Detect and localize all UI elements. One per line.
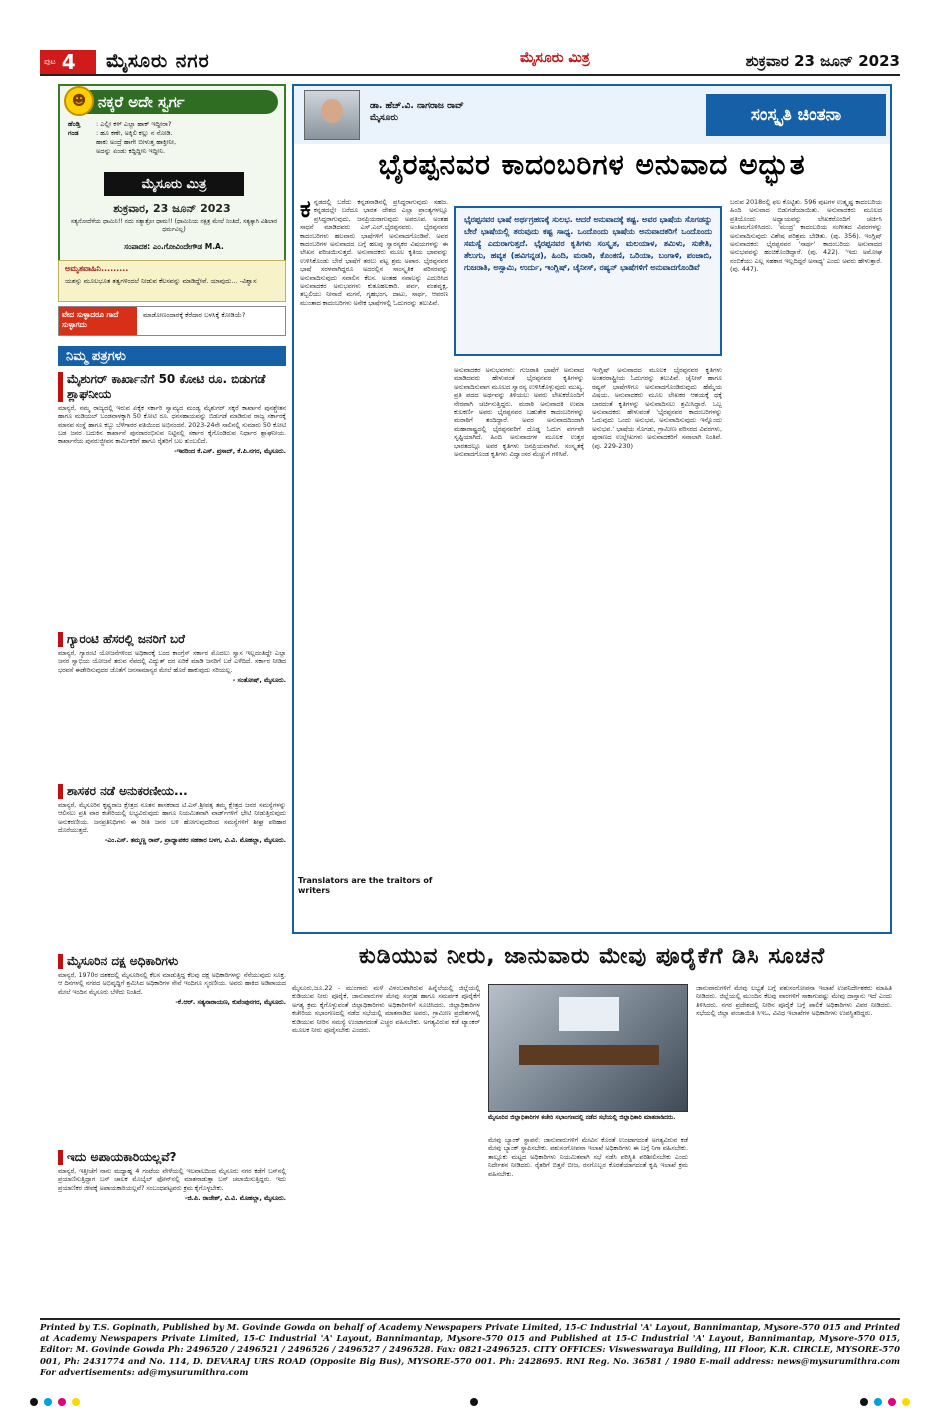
letter-item (58, 632, 286, 685)
masthead (40, 48, 900, 76)
brand-logo: ಮೈಸೂರು ಮಿತ್ರ (520, 50, 590, 66)
letter-item (58, 372, 286, 456)
page-number: 4 (61, 50, 76, 74)
amrutha-vahini-box (58, 260, 286, 302)
joke-speaker: ಹೆಂಡ್ತಿ (68, 120, 81, 128)
amrutha-text: ಯಶಸ್ಸು ಮೂಲಭೂತ ತತ್ವಗಳಿಂದಲೆ ನೀಡುವ ಕೆಲಸವನ್ನು ಮಾಡಿದ್ದೇವೆ. ಯಾವುದು... -ವಿಶ್ವಾಸ (65, 277, 257, 285)
proverb-label: ವೇದ ಸುಳ್ಳಾದರೂ ಗಾದೆ ಸುಳ್ಳಾಗದು (59, 307, 137, 335)
registration-dot-icon (902, 1398, 910, 1406)
registration-marks (0, 1398, 945, 1412)
letter-body: ಮಾನ್ಯರೆ, ನಮ್ಮ ರಾಜ್ಯದಲ್ಲಿ ಇರುವ ಏಕೈಕ ಸರ್ಕಾರಿ ಸ್ವಾಮ್ಯದ ಮಂಡ್ಯ ಮೈಶುಗರ್ ಸಕ್ಕರೆ ಕಾರ್ಖಾನೆ ಪುನಶ್ಚೇತನ ಹಾಗೂ ಮಡಿಯಲ್ ಬಂಡವಾಳಕ್ಕಾಗಿ 50 ಕೋಟಿ ರೂ. ಧನಸಹಾಯವನ್ನು ಬಿಡುಗಡೆ ಮಾಡಿರುವ ರಾಜ್ಯ ಸರ್ಕಾರಕ್ಕೆ ಮಾನವ ಸಂಸ್ಥೆ ಹಾಗೂ ಕಬ್ಬು ಬೆಳೆಗಾರರ ವತಿಯಿಂದ ಅಭಿನಂದನೆ. 2023-24ನೇ ಸಾಲಿನಲ್ಲಿ ಸುಮಾರು 50 ಕೋಟಿ ಬಡ ಜನರ ಬದುಕಿನ ಕಾರ್ಖಾನೆ ಪುನರಾರಂಭಿಸುವ ನಿಟ್ಟಿನಲ್ಲಿ ಸರ್ಕಾರ ಕೈಗೊಂಡಿರುವ ನಿರ್ಧಾರ ಶ್ಲಾಘನೀಯ. ಕಾರ್ಖಾನೆಯ ಪುನರುಜ್ಜೀವನ ಕಾರ್ಮಿಕರಿಗೆ ಹಾಗೂ ರೈತರಿಗೆ ಬಲ ತುಂಬಲಿದೆ. (58, 405, 286, 446)
feature-headline: ಭೈರಪ್ಪನವರ ಕಾದಂಬರಿಗಳ ಅನುವಾದ ಅದ್ಭುತ (378, 148, 806, 181)
joke-text: : ಹೂ ಕಣೇ, ಅಕ್ಕಿಲಿ ಕಲ್ಲು ನ ನೋಡಿ. (96, 129, 173, 137)
laughing-face-icon: ☻ (64, 86, 94, 116)
letter-body: ಮಾನ್ಯರೆ, ಮೈಸೂರಿನ ಕೃಷ್ಣರಾಜ ಕ್ಷೇತ್ರದ ನೂತನ ಶಾಸಕರಾದ ಟಿ.ಎಸ್.ಶ್ರೀವತ್ಸ ತಮ್ಮ ಕ್ಷೇತ್ರದ ಜನರ ಸಮಸ್ಯೆಗಳನ್ನು ಆಲಿಸಲು ಪ್ರತಿ ವಾರ ಕಚೇರಿಯಲ್ಲಿ ಲಭ್ಯವಿರುವುದು ಹಾಗೂ ನಿಯಮಿತವಾಗಿ ವಾರ್ಡ್‌ಗಳಿಗೆ ಭೇಟಿ ನೀಡುತ್ತಿರುವುದು ಅನುಕರಣೀಯ. ಜನಪ್ರತಿನಿಧಿಗಳು ಈ ರೀತಿ ಜನರ ಬಳಿ ಹೋಗುವುದರಿಂದ ಸಮಸ್ಯೆಗಳಿಗೆ ಶೀಘ್ರ ಪರಿಹಾರ ದೊರೆಯುತ್ತದೆ. (58, 802, 286, 834)
author-name: ಡಾ. ಹೆಚ್.ವಿ. ನಾಗರಾಜ ರಾವ್ (370, 101, 464, 111)
letters-section-head: ನಿಮ್ಮ ಪತ್ರಗಳು (58, 346, 286, 366)
feature-text: ಬರುವ 2018ರಲ್ಲಿ ಫಲ ಕೊಟ್ಟಿತು. 596 ಪುಟಗಳ ಉತ್ಕೃಷ್ಟ ಕಾದಂಬರಿಯ ಹಿಂದಿ ಅನುವಾದ ಬಿಡುಗಡೆಯಾಯಿತು. ಅನುವಾದಕರು ಮೂಲದ ಪ್ರತಿಯೊಂದು ಅಧ್ಯಾಯವನ್ನು ಲೇಖಕರೊಂದಿಗೆ ಚರ್ಚಿಸಿ ಅಂತಿಮಗೊಳಿಸಿದರು. 'ಮಂದ್ರ' ಕಾದಂಬರಿಯ ಸಂಗೀತದ ವಿವರಗಳನ್ನು ಅನುವಾದಿಸುವುದು ವಿಶೇಷ ಪರಿಶ್ರಮ ಬೇಡಿತು. (ಪು. 356). ಇಂಗ್ಲಿಷ್ ಅನುವಾದಕರು ಭೈರಪ್ಪನವರ 'ಸಾರ್ಥ' ಕಾದಂಬರಿಯ ಅನುವಾದದ ಅನುಭವವನ್ನು ಹಂಚಿಕೊಂಡಿದ್ದಾರೆ. (ಪು. 422). 'ಇದು ಅಮೋಘ ನಂಬಿಕೆಯು ಎಲ್ಲ ಸಹಕಾರ ಇಲ್ಲದಿದ್ದರೆ ಅಸಾಧ್ಯ' ಎಂದು ಅವರು ಹೇಳುತ್ತಾರೆ. (ಪು. 447). (730, 198, 882, 274)
registration-dot-icon (72, 1398, 80, 1406)
registration-dot-icon (860, 1398, 868, 1406)
joke-line (68, 138, 280, 147)
editor-line: ಸಂಪಾದಕ: ಎಂ.ಗೋವಿಂದೇಗೌಡ M.A. (124, 242, 224, 251)
mini-brand-logo: ಮೈಸೂರು ಮಿತ್ರ (104, 172, 244, 196)
author-bar (294, 86, 890, 144)
letter-item (58, 954, 286, 1007)
section-name: ಮೈಸೂರು ನಗರ (106, 50, 210, 72)
feature-column-3 (592, 366, 722, 922)
feature-text: ನ್ನಡದಲ್ಲಿ ಬರೆದು ಕನ್ನಡನಾಡಿನಲ್ಲಿ ಪ್ರಸಿದ್ಧರಾಗುವುದು ಸಹಜ. ಕನ್ನಡದಲ್ಲೇ ಬರೆದೂ ಭಾರತ ದೇಶದ ಎಲ್ಲಾ ಪ್ರಾಂತ್ಯಗಳಲ್ಲೂ ಪ್ರಸಿದ್ಧರಾಗುವುದು, ಜನಪ್ರಿಯರಾಗುವುದು ಅಪರೂಪ. ಅಂತಹ ಸಾಧನೆ ಮಾಡಿದವರು ಎಸ್.ಎಲ್.ಭೈರಪ್ಪನವರು. ಭೈರಪ್ಪನವರ ಕಾದಂಬರಿಗಳು ಹಲವಾರು ಭಾಷೆಗಳಿಗೆ ಅನುವಾದಗೊಂಡಿವೆ. ಅವರ ಕಾದಂಬರಿಗಳ ಅನುವಾದದ ಬಗ್ಗೆ ಹಲವು ಸ್ವಾರಸ್ಯಕರ ವಿಷಯಗಳನ್ನು ಈ ಲೇಖನ ಪರಿಚಯಿಸುತ್ತದೆ. ಅನುವಾದಕರು ಮೂಲ ಕೃತಿಯ ಭಾವವನ್ನು ಉಳಿಸಿಕೊಂಡು ಬೇರೆ ಭಾಷೆಗೆ ತರಲು ಪಟ್ಟ ಶ್ರಮ ಅಪಾರ. ಭೈರಪ್ಪನವರ ಭಾಷೆ ಸರಳವಾಗಿದ್ದರೂ ಅದರಲ್ಲಿನ ಸಾಂಸ್ಕೃತಿಕ ಪರಿಸರವನ್ನು ಅನುವಾದಿಸುವುದು ಸವಾಲಿನ ಕೆಲಸ. ಅಂತಹ ಸವಾಲನ್ನು ಎದುರಿಸಿದ ಅನುವಾದಕರ ಅನುಭವಗಳು ಕುತೂಹಲಕಾರಿ. ಪರ್ವ, ವಂಶವೃಕ್ಷ, ತಬ್ಬಲಿಯು ನೀನಾದೆ ಮಗನೆ, ಗೃಹಭಂಗ, ದಾಟು, ಸಾರ್ಥ, ಆವರಣ ಮುಂತಾದ ಕಾದಂಬರಿಗಳು ಅನೇಕ ಭಾಷೆಗಳಲ್ಲಿ ಓದುಗರನ್ನು ತಲುಪಿವೆ. (300, 198, 448, 307)
issue-date: ಶುಕ್ರವಾರ 23 ಜೂನ್ 2023 (745, 52, 900, 70)
imprint-footer: Printed by T.S. Gopinath, Published by M. Govinde Gowda on behalf of Academy Newspapers Private Limited, 15-C Industrial 'A' Layout, Bannimantap, Mysore-570 015 and Printed at Academy Newspapers Private Limited, 15-C Industrial 'A' Layout, Bannimantap, Mysore-570 015 and Published at 15-C Industrial 'A' Layout, Bannimantap, Mysore-570 015, Editor: M. Govinde Gowda Ph: 2496520 / 2496521 / 2496526 / 2496527 / 2496528. Fax: 0821-2496525. CITY OFFICES: Visweswaraya Building, III Floor, K.R. CIRCLE, MYSORE-570 001, Ph: 2431774 and No. 114, D. DEVARAJ URS ROAD (Opposite Big Bus), MYSORE-570 001. Ph: 2428695. RNI Reg. No. 36581 / 1980 E-mail address: news@mysurumithra.com For advertisements: ad@mysurumithra.com (40, 1318, 900, 1380)
dropcap: ಕ (300, 198, 311, 223)
joke-text: ಹಾಕು ಅಂದ್ರೆ ಹಾಗೇ ಬೀಳುತ್ತ ಹಾಕ್ತೀನೀ, (96, 138, 177, 146)
photo-table (519, 1045, 659, 1065)
news-text: ಮೈಸೂರು,ಜೂ.22 - ಮುಂಗಾರು ಮಳೆ ವಿಳಂಬವಾಗಿರುವ ಹಿನ್ನೆಲೆಯಲ್ಲಿ ಜಿಲ್ಲೆಯಲ್ಲಿ ಕುಡಿಯುವ ನೀರು ಪೂರೈಕೆ, ಜಾನುವಾರುಗಳ ಮೇವು ಸಂಗ್ರಹ ಹಾಗೂ ಸಮರ್ಪಕ ಪೂರೈಕೆಗೆ ಅಗತ್ಯ ಕ್ರಮ ಕೈಗೊಳ್ಳುವಂತೆ ಜಿಲ್ಲಾಧಿಕಾರಿಗಳು ಅಧಿಕಾರಿಗಳಿಗೆ ಸೂಚಿಸಿದರು. ಜಿಲ್ಲಾಧಿಕಾರಿಗಳ ಕಚೇರಿಯ ಸಭಾಂಗಣದಲ್ಲಿ ನಡೆದ ಸಭೆಯಲ್ಲಿ ಮಾತನಾಡಿದ ಅವರು, ಗ್ರಾಮೀಣ ಪ್ರದೇಶಗಳಲ್ಲಿ ಕುಡಿಯುವ ನೀರಿನ ಸಮಸ್ಯೆ ಉಂಟಾಗದಂತೆ ಎಚ್ಚರ ವಹಿಸಬೇಕು. ಅಗತ್ಯವಿರುವ ಕಡೆ ಟ್ಯಾಂಕರ್ ಮೂಲಕ ನೀರು ಪೂರೈಸಬೇಕು ಎಂದರು. (292, 984, 480, 1035)
news-column-3 (696, 984, 892, 1310)
meeting-photo (488, 984, 688, 1112)
feature-column-1 (300, 198, 448, 868)
letter-title: ಮೈಶುಗರ್ ಕಾರ್ಖಾನೆಗೆ 50 ಕೋಟಿ ರೂ. ಬಿಡುಗಡೆ ಶ್ಲಾಘನೀಯ (58, 372, 286, 402)
joke-line (68, 129, 280, 138)
letter-signature: -ಇವರಿಂದ ಕೆ.ಎಸ್. ಪ್ರಸಾದ್, ಕೆ.ಪಿ.ನಗರ, ಮೈಸೂರು. (174, 448, 286, 456)
news-headline: ಕುಡಿಯುವ ನೀರು, ಜಾನುವಾರು ಮೇವು ಪೂರೈಕೆಗೆ ಡಿಸಿ ಸೂಚನೆ (358, 944, 826, 969)
page-label: ಪುಟ (44, 57, 56, 66)
letter-signature: -ಜಿ.ಪಿ. ರಾಜೇಶ್, ವಿ.ವಿ. ಮೊಹಲ್ಲಾ, ಮೈಸೂರು. (184, 1194, 286, 1202)
joke-title-bar (68, 90, 278, 114)
registration-dot-icon (44, 1398, 52, 1406)
feature-text: ಅನುವಾದಕರ ಅನುಭವಗಳು: ಗುಜರಾತಿ ಭಾಷೆಗೆ ಅನುವಾದ ಮಾಡಿದವರು ಹೇಳುವಂತೆ ಭೈರಪ್ಪನವರ ಕೃತಿಗಳನ್ನು ಅನುವಾದಿಸುವಾಗ ಮೂಲದ ಸ್ವಾರಸ್ಯ ಉಳಿಸಿಕೊಳ್ಳುವುದು ಮುಖ್ಯ. ಪ್ರತಿ ಪದದ ಅರ್ಥವನ್ನು ತಿಳಿಯಲು ಅವರು ಲೇಖಕರೊಂದಿಗೆ ನೇರವಾಗಿ ಚರ್ಚಿಸುತ್ತಿದ್ದರು. ಮರಾಠಿ ಅನುವಾದಕಿ ಉಮಾ ಕುಲಕರ್ಣಿ ಅವರು ಭೈರಪ್ಪನವರ ಬಹುತೇಕ ಕಾದಂಬರಿಗಳನ್ನು ಮರಾಠಿಗೆ ತಂದಿದ್ದಾರೆ. ಅವರ ಅನುವಾದದಿಂದಾಗಿ ಮಹಾರಾಷ್ಟ್ರದಲ್ಲಿ ಭೈರಪ್ಪನವರಿಗೆ ದೊಡ್ಡ ಓದುಗ ವರ್ಗವೇ ಸೃಷ್ಟಿಯಾಗಿದೆ. ಹಿಂದಿ ಅನುವಾದಗಳ ಮೂಲಕ ಉತ್ತರ ಭಾರತದಲ್ಲೂ ಅವರ ಕೃತಿಗಳು ಜನಪ್ರಿಯವಾಗಿವೆ. ಸಂಸ್ಕೃತಕ್ಕೆ ಅನುವಾದಗೊಂಡ ಕೃತಿಗಳು ವಿದ್ವಾಂಸರ ಮೆಚ್ಚುಗೆ ಗಳಿಸಿವೆ. (454, 366, 584, 459)
joke-title: ನಕ್ಕರೆ ಅದೇ ಸ್ವರ್ಗ (98, 93, 185, 111)
joke-speaker: ಗಂಡ (68, 129, 79, 137)
joke-text: : ಎಲ್ಲೀ ಕಳ್ ಎಲ್ಲಾ ಹಾಕ್ ಇದ್ದೀರಾ? (96, 120, 172, 128)
author-place: ಮೈಸೂರು (370, 113, 398, 123)
main-area (292, 84, 892, 1314)
feature-column-4 (730, 198, 882, 922)
news-column-2 (488, 1136, 688, 1310)
pull-quote-box: ಭೈರಪ್ಪನವರ ಭಾಷೆ ಅರ್ಥಗ್ರಹಣಕ್ಕೆ ಸುಲಭ. ಆದರೆ ಅನುವಾದಕ್ಕೆ ಕಷ್ಟ. ಅವರ ಭಾಷೆಯ ಸೊಗಡನ್ನು ಬೇರೆ ಭಾಷೆಯಲ್ಲಿ ತರುವುದು ಕಷ್ಟ ಸಾಧ್ಯ. ಒಂದೊಂದು ಭಾಷೆಯ ಅನುವಾದಕರಿಗೆ ಒಂದೊಂದು ಸಮಸ್ಯೆ ಎದುರಾಗುತ್ತದೆ. ಭೈರಪ್ಪನವರ ಕೃತಿಗಳು ಸಂಸ್ಕೃತ, ಮಲಯಾಳ, ತಮಿಳು, ಸುಕೇತಿ, ತೆಲುಗು, ಹವ್ಯಕ (ಹವಿಗನ್ನಡ), ಹಿಂದಿ, ಮರಾಠಿ, ಕೊಂಕಣಿ, ಒರಿಯಾ, ಬಂಗಾಳಿ, ಪಂಜಾಬಿ, ಗುಜರಾತಿ, ಅಸ್ಸಾಮಿ, ಉರ್ದು, ಇಂಗ್ಲಿಷ್, ಚೈನೀಸ್, ರಷ್ಯನ್ ಭಾಷೆಗಳಿಗೆ ಅನುವಾದಗೊಂಡಿವೆ (454, 206, 722, 356)
letter-body: ಮಾನ್ಯರೆ, 1970ರ ದಶಕದಲ್ಲಿ ಮೈಸೂರಿನಲ್ಲಿ ಕೆಲಸ ಮಾಡುತ್ತಿದ್ದ ಕೆಲವು ದಕ್ಷ ಅಧಿಕಾರಿಗಳನ್ನು ನೆನೆಯುವುದು ಸೂಕ್ತ. ಆ ದಿನಗಳಲ್ಲಿ ನಗರದ ಅಭಿವೃದ್ಧಿಗೆ ಶ್ರಮಿಸಿದ ಅಧಿಕಾರಿಗಳ ಸೇವೆ ಇಂದಿಗೂ ಸ್ಮರಣೀಯ. ಅವರು ಹಾಕಿದ ಅಡಿಪಾಯದ ಮೇಲೆ ಇಂದಿನ ಮೈಸೂರು ಬೆಳೆದು ನಿಂತಿದೆ. (58, 972, 286, 996)
amrutha-title: ಅಮೃತವಾಹಿನಿ......... (65, 264, 129, 273)
letter-signature: -ಕೆ.ಆರ್. ಸತ್ಯನಾರಾಯಣ, ಕುವೆಂಪುನಗರ, ಮೈಸೂರು. (175, 998, 286, 1006)
joke-line (68, 120, 280, 129)
joke-text: ಅದನ್ನು ಏಂಡು ಕದ್ದಿದ್ದೀನಿ ಇದ್ದೀನಿ. (96, 147, 166, 155)
proverb-box (58, 306, 286, 336)
news-text: ಜಾನುವಾರುಗಳಿಗೆ ಮೇವು ಲಭ್ಯತೆ ಬಗ್ಗೆ ಪಶುಸಂಗೋಪನಾ ಇಲಾಖೆ ಉಪನಿರ್ದೇಶಕರು ಮಾಹಿತಿ ನೀಡಿದರು. ಜಿಲ್ಲೆಯಲ್ಲಿ ಮುಂದಿನ ಕೆಲವು ವಾರಗಳಿಗೆ ಸಾಕಾಗುವಷ್ಟು ಮೇವು ದಾಸ್ತಾನು ಇದೆ ಎಂದು ತಿಳಿಸಿದರು. ನಗರ ಪ್ರದೇಶದಲ್ಲಿ ನೀರಿನ ಪೂರೈಕೆ ಬಗ್ಗೆ ಪಾಲಿಕೆ ಅಧಿಕಾರಿಗಳು ವಿವರ ನೀಡಿದರು. ಸಭೆಯಲ್ಲಿ ಜಿಲ್ಲಾ ಪಂಚಾಯಿತಿ ಸಿಇಒ, ವಿವಿಧ ಇಲಾಖೆಗಳ ಅಧಿಕಾರಿಗಳು ಉಪಸ್ಥಿತರಿದ್ದರು. (696, 984, 892, 1018)
letter-signature: -ಎಂ.ಎಸ್. ತಮ್ಮಣ್ಣ ರಾವ್, ಪ್ರಾಧ್ಯಾಪಕರ ಸಹಕಾರ ಬಳಗ, ವಿ.ವಿ. ಮೊಹಲ್ಲಾ, ಮೈಸೂರು. (104, 837, 286, 845)
news-text: ಮೇವು ಬ್ಯಾಂಕ್ ಸ್ಥಾಪನೆ: ಜಾನುವಾರುಗಳಿಗೆ ಮೇವಿನ ಕೊರತೆ ಉಂಟಾಗದಂತೆ ಅಗತ್ಯವಿರುವ ಕಡೆ ಮೇವು ಬ್ಯಾಂಕ್ ಸ್ಥಾಪಿಸಬೇಕು. ಪಶುಸಂಗೋಪನಾ ಇಲಾಖೆ ಅಧಿಕಾರಿಗಳು ಈ ಬಗ್ಗೆ ನಿಗಾ ವಹಿಸಬೇಕು. ತಾಲ್ಲೂಕು ಮಟ್ಟದ ಅಧಿಕಾರಿಗಳು ನಿಯಮಿತವಾಗಿ ಸಭೆ ನಡೆಸಿ ಪರಿಸ್ಥಿತಿ ಪರಿಶೀಲಿಸಬೇಕು ಎಂದು ನಿರ್ದೇಶನ ನೀಡಿದರು. ರೈತರಿಗೆ ಬಿತ್ತನೆ ಬೀಜ, ರಸಗೊಬ್ಬರ ಕೊರತೆಯಾಗದಂತೆ ಕೃಷಿ ಇಲಾಖೆ ಕ್ರಮ ವಹಿಸಬೇಕು. (488, 1136, 688, 1178)
letter-item (58, 784, 286, 845)
letter-body: ಮಾನ್ಯರೆ, ಇತ್ತೀಚೆಗೆ ನಾನು ಮಧ್ಯಾಹ್ನ 4 ಗಂಟೆಯ ವೇಳೆಯಲ್ಲಿ ಇಲವಾಲದಿಂದ ಮೈಸೂರು ನಗರ ಕಡೆಗೆ ಬಸ್‌ನಲ್ಲಿ ಪ್ರಯಾಣಿಸುತ್ತಿದ್ದಾಗ ಬಸ್ ಚಾಲಕ ಮೊಬೈಲ್ ಫೋನ್‌ನಲ್ಲಿ ಮಾತನಾಡುತ್ತಾ ಬಸ್ ಚಲಾಯಿಸುತ್ತಿದ್ದರು. ಇದು ಪ್ರಯಾಣಿಕರ ಜೀವಕ್ಕೆ ಅಪಾಯಕಾರಿಯಲ್ಲವೆ? ಸಂಬಂಧಪಟ್ಟವರು ಕ್ರಮ ಕೈಗೊಳ್ಳಬೇಕು. (58, 1168, 286, 1192)
letter-title: ಇದು ಅಪಾಯಕಾರಿಯಲ್ಲವೆ? (58, 1150, 286, 1165)
author-byline (370, 100, 464, 124)
page-number-badge (40, 50, 96, 74)
letter-title: ಮೈಸೂರಿನ ದಕ್ಷ ಅಧಿಕಾರಿಗಳು (58, 954, 286, 969)
news-column-1 (292, 984, 480, 1310)
photo-caption: ಮೈಸೂರಿನ ಜಿಲ್ಲಾಧಿಕಾರಿಗಳ ಕಚೇರಿ ಸಭಾಂಗಣದಲ್ಲಿ ನಡೆದ ಸಭೆಯಲ್ಲಿ ಜಿಲ್ಲಾಧಿಕಾರಿ ಮಾತನಾಡಿದರು. (488, 1114, 676, 1121)
registration-dot-icon (874, 1398, 882, 1406)
joke-note: ಸತ್ಯನೋದೆಳೆಯ ಧಾಮಿನಿ!! ನದು ಸತ್ಯಾತ್ರೋ ಧಾಮ!! (ಧಾಮಿನಿಯ ನಕ್ಷತ್ರ ಮೇಲೆ ನಿಂತಿದೆ, ಸತ್ಯಕ್ಕಾಗಿ ವಿಶಿಲಾರ ಧರ್ಮವಿಲ್ಲ) (70, 218, 278, 233)
feature-column-2 (454, 366, 584, 922)
left-column (58, 84, 286, 1314)
column-title: ಸಂಸ್ಕೃತಿ ಚಿಂತನಾ (706, 94, 886, 136)
letter-item (58, 1150, 286, 1203)
registration-dot-icon (30, 1398, 38, 1406)
registration-dot-icon (470, 1398, 478, 1406)
letter-signature: - ಸಂತೋಷ್, ಮೈಸೂರು. (232, 676, 286, 684)
joke-dialogue (68, 120, 280, 156)
author-photo (304, 90, 360, 140)
registration-dot-icon (58, 1398, 66, 1406)
photo-screen (559, 997, 619, 1031)
feature-text: ಇಂಗ್ಲಿಷ್ ಅನುವಾದದ ಮೂಲಕ ಭೈರಪ್ಪನವರ ಕೃತಿಗಳು ಅಂತರರಾಷ್ಟ್ರೀಯ ಓದುಗರನ್ನು ತಲುಪಿವೆ. ಚೈನೀಸ್ ಹಾಗೂ ರಷ್ಯನ್ ಭಾಷೆಗಳಿಗೂ ಅನುವಾದಗೊಂಡಿರುವುದು ಹೆಮ್ಮೆಯ ವಿಷಯ. ಅನುವಾದಕರು ಮೂಲ ಲೇಖಕರ ಆಶಯಕ್ಕೆ ಧಕ್ಕೆ ಬಾರದಂತೆ ಕೃತಿಗಳನ್ನು ಅನುವಾದಿಸಲು ಶ್ರಮಿಸಿದ್ದಾರೆ. ಒಬ್ಬ ಅನುವಾದಕರು ಹೇಳುವಂತೆ 'ಭೈರಪ್ಪನವರ ಕಾದಂಬರಿಗಳನ್ನು ಓದುವುದು ಒಂದು ಅನುಭವ, ಅನುವಾದಿಸುವುದು ಇನ್ನೊಂದು ಅನುಭವ.' ಭಾಷೆಯ ಸೊಗಡು, ಗ್ರಾಮೀಣ ಪರಿಸರದ ವಿವರಗಳು, ಪುರಾಣದ ಉಲ್ಲೇಖಗಳು ಅನುವಾದಕರಿಗೆ ಸವಾಲಾಗಿ ನಿಂತಿವೆ. (ಪು. 229-230) (592, 366, 722, 450)
proverb-text: ಮಾಡೋಣಂದಾರಕ್ಕೆ ಕೆರೆದಾರ ಬಳಸಿಕ್ಕೆ ಕೋಡಿಯೆ? (143, 311, 246, 319)
letter-body: ಮಾನ್ಯರೆ, ಗ್ಯಾರಂಟಿ ಯೋಜನೆಗಳಿಂದ ಅಧಿಕಾರಕ್ಕೆ ಬಂದ ಕಾಂಗ್ರೆಸ್ ಸರ್ಕಾರ ಮೊದಲು ಸ್ವಾಸ ಇಲ್ಲದಂತಿದ್ದೇ ಎಲ್ಲಾ ಜನರ ಸ್ವಾಭಿಯ ಯೋಜನೆ ತರುವ ನೆಪದಲ್ಲಿ ವಿದ್ಯುತ್ ದರ ಏರಿಕೆ ಮಾಡಿ ಜನರಿಗೆ ಬರೆ ಎಳೆದಿದೆ. ಸರ್ಕಾರ ನೀಡಿದ ಭರವಸೆ ಈಡೇರಿಸುವುದರ ಜೊತೆಗೆ ಜನಸಾಮಾನ್ಯರ ಮೇಲೆ ಹೊರೆ ಹಾಕುವುದು ಸರಿಯಲ್ಲ. (58, 650, 286, 674)
letter-title: ಶಾಸಕರ ನಡೆ ಅನುಕರಣೀಯ... (58, 784, 286, 799)
joke-speaker (68, 147, 96, 156)
joke-box (58, 84, 286, 280)
joke-line (68, 147, 280, 156)
joke-date: ಶುಕ್ರವಾರ, 23 ಜೂನ್ 2023 (113, 202, 231, 215)
letter-title: ಗ್ಯಾರಂಟಿ ಹೆಸರಲ್ಲಿ ಜನರಿಗೆ ಬರೆ (58, 632, 286, 647)
english-quote: Translators are the traitors of writers (298, 876, 433, 895)
registration-dot-icon (888, 1398, 896, 1406)
joke-speaker (68, 138, 96, 147)
feature-article (292, 84, 892, 934)
